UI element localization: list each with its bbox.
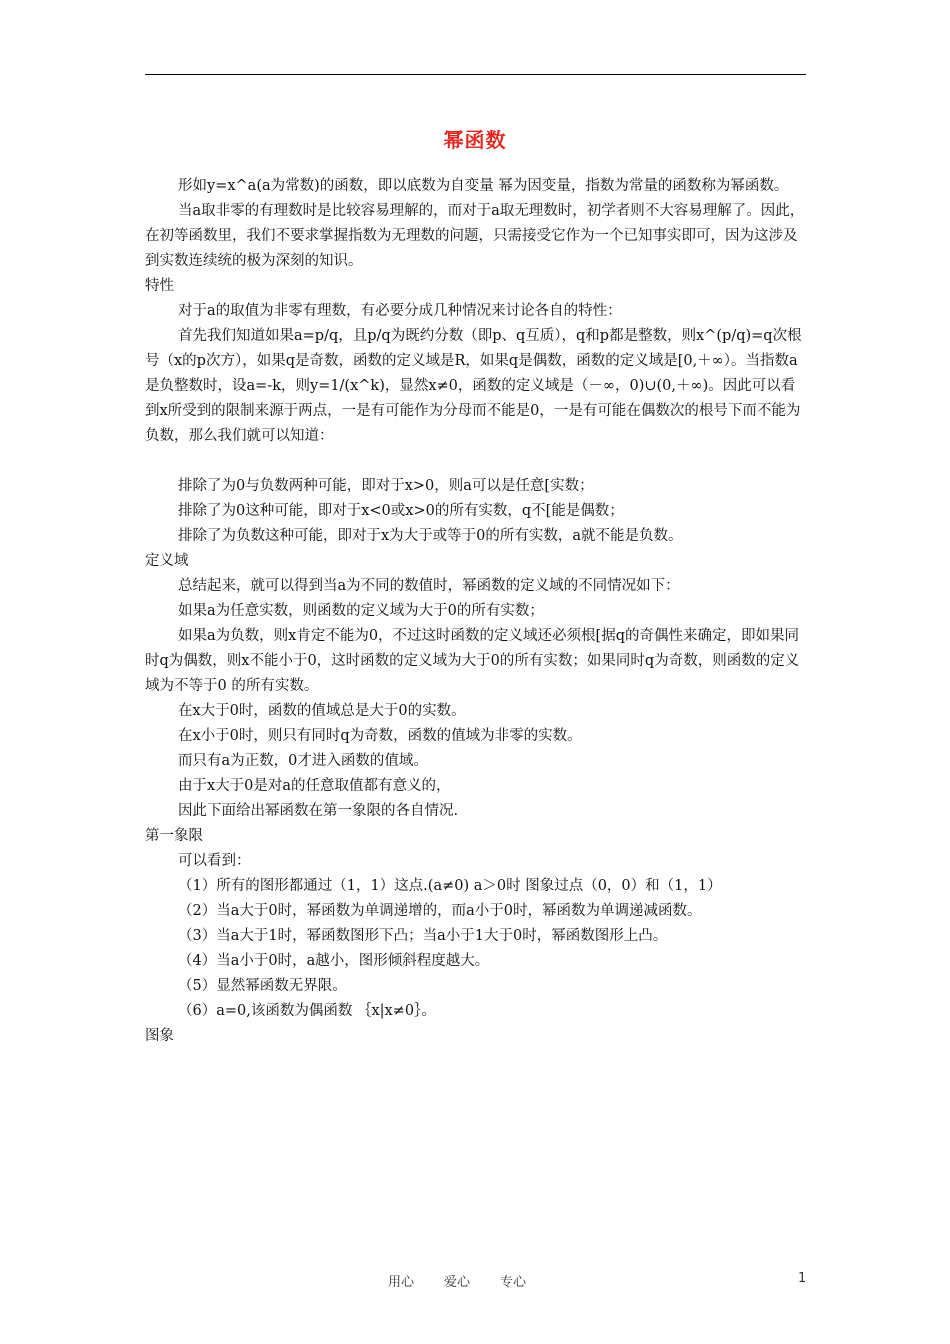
paragraph-exclusion-2: 排除了为0这种可能，即对于x<0或x>0的所有实数，q不[能是偶数；	[178, 503, 624, 519]
document-body	[145, 174, 807, 1049]
paragraph-range-positive: 在x大于0时，函数的值域总是大于0的实数。	[178, 703, 466, 719]
paragraph-definition: 形如y=x^a(a为常数)的函数，即以底数为自变量 幂为因变量，指数为常量的函数称为幂函数。	[178, 178, 789, 194]
paragraph-irrational: 当a取非零的有理数时是比较容易理解的，而对于a取无理数时，初学者则不大容易理解了。因此，在初等函数里，我们不要求掌握指数为无理数的问题，只需接受它作为一个已知事实即可，因为这涉及到实数连续统的极为深刻的知识。	[145, 203, 805, 269]
paragraph-properties-intro: 对于a的取值为非零有理数，有必要分成几种情况来讨论各自的特性：	[178, 303, 622, 319]
page-number: 1	[798, 1271, 807, 1286]
list-item: （2）当a大于0时，幂函数为单调递增的，而a小于0时，幂函数为单调递减函数。	[178, 903, 702, 919]
footer-word: 用心	[388, 1275, 415, 1290]
footer-word: 爱心	[444, 1275, 471, 1290]
list-item: （6）a=0,该函数为偶函数 ｛x|x≠0｝。	[178, 1003, 436, 1019]
paragraph-any-a: 由于x大于0是对a的任意取值都有意义的，	[178, 778, 451, 794]
paragraph-exclusion-3: 排除了为负数这种可能，即对于x为大于或等于0的所有实数，a就不能是负数。	[178, 528, 683, 544]
list-item: （5）显然幂函数无界限。	[178, 978, 347, 994]
paragraph-range-negative: 在x小于0时，则只有同时q为奇数，函数的值域为非零的实数。	[178, 728, 582, 744]
header-rule	[145, 74, 806, 75]
footer-motto	[388, 1271, 556, 1290]
paragraph-domain-summary: 总结起来，就可以得到当a为不同的数值时，幂函数的定义域的不同情况如下：	[178, 578, 680, 594]
paragraph-domain-negative: 如果a为负数，则x肯定不能为0，不过这时函数的定义域还必须根[据q的奇偶性来确定，即如果同时q为偶数，则x不能小于0，这时函数的定义域为大于0的所有实数；如果同时q为奇数，则函数的定义域为不等于0 的所有实数。	[145, 628, 800, 694]
heading-properties: 特性	[145, 278, 174, 294]
paragraph-domain-any-real: 如果a为任意实数，则函数的定义域为大于0的所有实数；	[178, 603, 544, 619]
list-item: （3）当a大于1时，幂函数图形下凸；当a小于1大于0时，幂函数图形上凸。	[178, 928, 668, 944]
heading-graph: 图象	[145, 1028, 174, 1044]
heading-domain: 定义域	[145, 553, 189, 569]
paragraph-observe: 可以看到：	[178, 853, 251, 869]
list-item: （1）所有的图形都通过（1，1）这点.(a≠0) a＞0时 图象过点（0，0）和（1，1）	[178, 878, 722, 894]
spacer	[145, 449, 807, 474]
paragraph-exclusion-1: 排除了为0与负数两种可能，即对于x>0，则a可以是任意[实数；	[178, 478, 594, 494]
list-item: （4）当a小于0时，a越小，图形倾斜程度越大。	[178, 953, 490, 969]
footer-word: 专心	[500, 1275, 527, 1290]
page-title: 幂函数	[443, 128, 507, 152]
paragraph-domain-analysis: 首先我们知道如果a=p/q，且p/q为既约分数（即p、q互质），q和p都是整数，则x^(p/q)=q次根号（x的p次方），如果q是奇数，函数的定义域是R，如果q是偶数，函数的定义域是[0,＋∞）。当指数a是负整数时，设a=-k，则y=1/(x^k)，显然x≠0，函数的定义域是（－∞，0)∪(0,＋∞)。因此可以看到x所受到的限制来源于两点，一是有可能作为分母而不能是0，一是有可能在偶数次的根号下而不能为负数，那么我们就可以知道：	[145, 328, 802, 444]
heading-first-quadrant: 第一象限	[145, 828, 203, 844]
paragraph-range-zero: 而只有a为正数，0才进入函数的值域。	[178, 753, 428, 769]
paragraph-first-quadrant-intro: 因此下面给出幂函数在第一象限的各自情况.	[178, 803, 459, 819]
